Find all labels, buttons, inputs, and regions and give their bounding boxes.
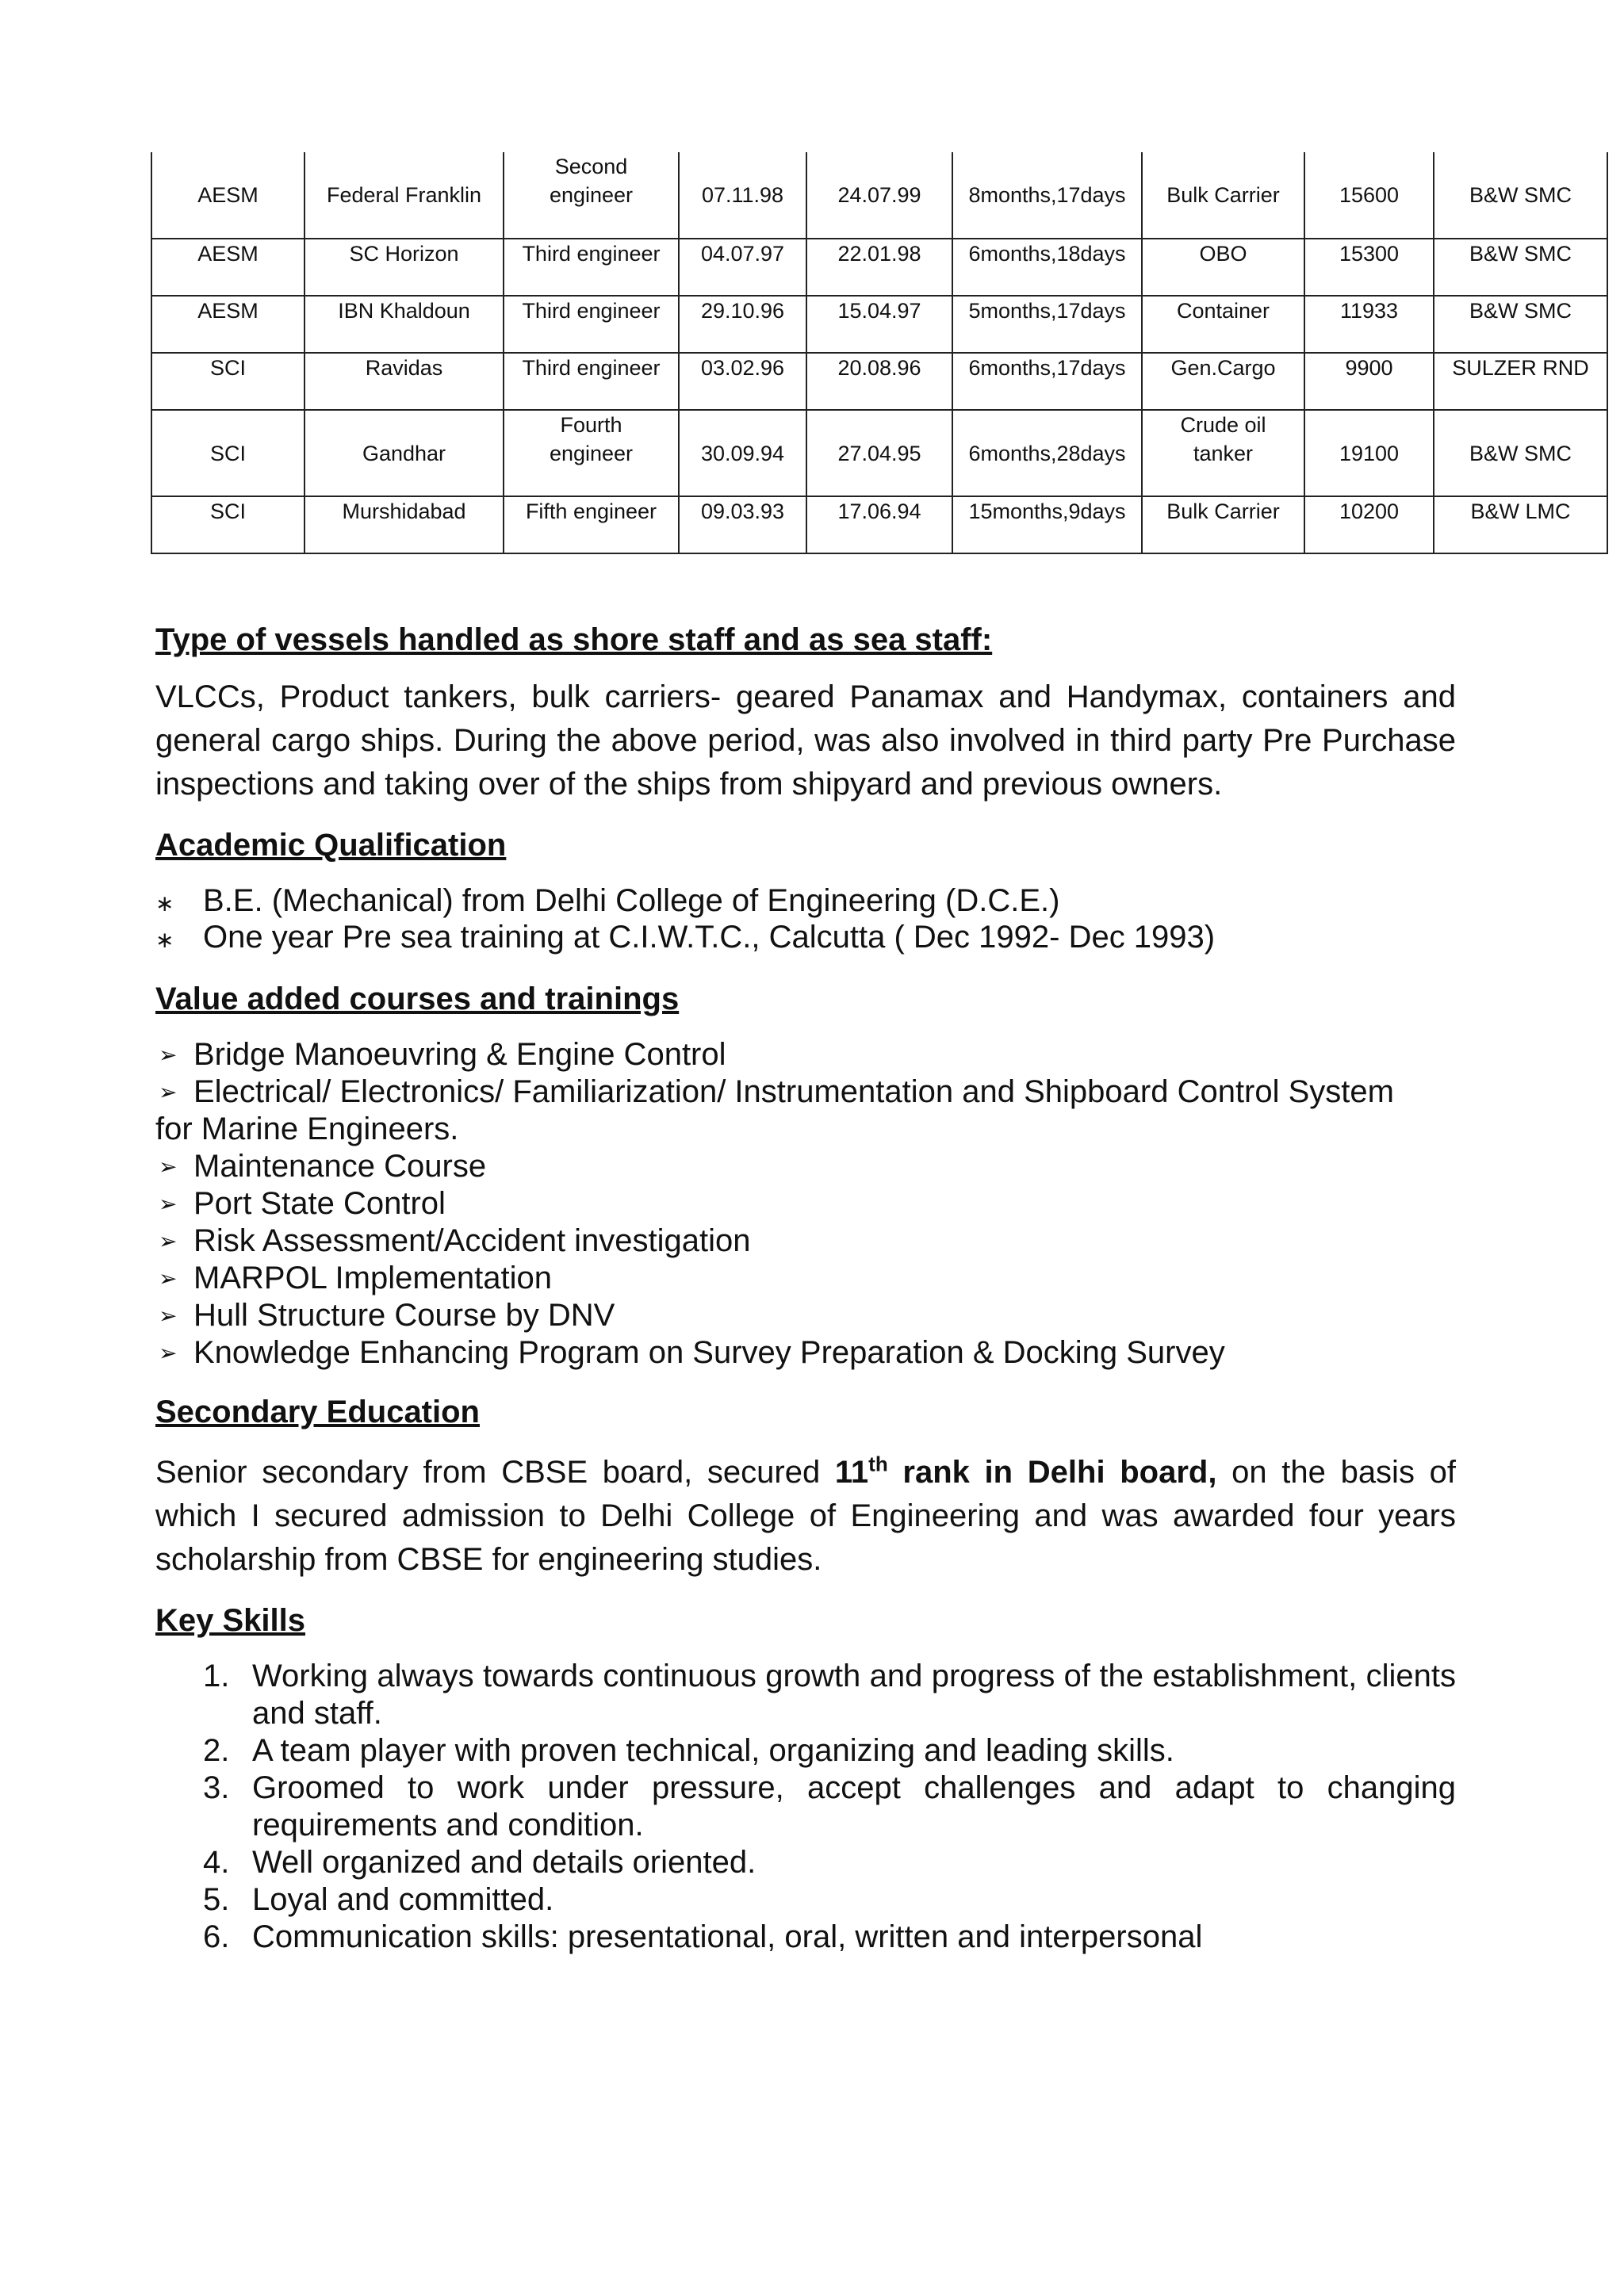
cell-text: SULZER RND — [1452, 356, 1589, 380]
arrow-bullet-icon: ➢ — [159, 1154, 178, 1179]
cell-text: Federal Franklin — [326, 183, 482, 207]
cell-text: Gandhar — [362, 442, 446, 465]
cell-text: 8months,17days — [968, 183, 1126, 207]
table-row — [151, 296, 1607, 353]
course-item: ➢ Bridge Manoeuvring & Engine Control — [159, 1037, 726, 1072]
cell-text: 15600 — [1339, 183, 1400, 207]
cell-text: tanker — [1193, 442, 1254, 465]
cell-text: 6months,28days — [968, 442, 1126, 465]
engine-cell — [1434, 410, 1607, 496]
cell-text: Gen.Cargo — [1170, 356, 1276, 380]
secondary-heading: Secondary Education — [155, 1395, 480, 1429]
cell-text: 15months,9days — [968, 499, 1126, 523]
cell-text: 19100 — [1339, 442, 1400, 465]
rank-cell — [504, 353, 679, 410]
grt-cell — [1304, 410, 1434, 496]
rank-cell — [504, 410, 679, 496]
ship-type-cell — [1142, 152, 1304, 239]
ship-type-cell — [1142, 296, 1304, 353]
cell-text: Crude oil — [1180, 413, 1266, 437]
to-date-cell — [806, 152, 952, 239]
table-row — [151, 410, 1607, 496]
vessel-cell — [304, 410, 504, 496]
table-row — [151, 239, 1607, 296]
vessels-heading: Type of vessels handled as shore staff and as sea staff: — [155, 622, 993, 657]
cell-text: 15300 — [1339, 242, 1400, 266]
asterisk-bullet-icon: ∗ — [155, 891, 174, 916]
arrow-bullet-icon: ➢ — [159, 1266, 178, 1291]
to-date-cell — [806, 496, 952, 553]
cell-text: SC Horizon — [349, 242, 459, 266]
skill-item: 2. A team player with proven technical, organizing and leading skills. — [203, 1733, 1174, 1768]
arrow-bullet-icon: ➢ — [159, 1192, 178, 1216]
cell-text: 04.07.97 — [700, 242, 785, 266]
company-cell — [151, 496, 304, 553]
ship-type-cell — [1142, 496, 1304, 553]
rank-cell — [504, 239, 679, 296]
course-item: ➢ Electrical/ Electronics/ Familiarization/ Instrumentation and Shipboard Control System for Marine Engineers. — [155, 1074, 1394, 1146]
to-date-cell — [806, 410, 952, 496]
duration-cell — [952, 152, 1142, 239]
cell-text: 17.06.94 — [837, 499, 921, 523]
vessel-cell — [304, 296, 504, 353]
cell-text: Second — [554, 155, 628, 178]
rank-cell — [504, 296, 679, 353]
cell-text: B&W SMC — [1469, 442, 1572, 465]
secondary-paragraph: Senior secondary from CBSE board, secured 11th rank in Delhi board, on the basis of which I secured admission to Delhi College of Engineering and was awarded four years scholarship from CBSE for engineering studies. — [155, 1452, 1456, 1577]
duration-cell — [952, 353, 1142, 410]
ship-type-cell — [1142, 353, 1304, 410]
cell-text: Container — [1176, 299, 1270, 323]
cell-text: SCI — [209, 356, 246, 380]
from-date-cell — [679, 353, 806, 410]
cell-text: IBN Khaldoun — [338, 299, 470, 323]
from-date-cell — [679, 239, 806, 296]
to-date-cell — [806, 239, 952, 296]
arrow-bullet-icon: ➢ — [159, 1043, 178, 1067]
duration-cell — [952, 296, 1142, 353]
ship-type-cell — [1142, 410, 1304, 496]
grt-cell — [1304, 239, 1434, 296]
course-item: ➢ Knowledge Enhancing Program on Survey Preparation & Docking Survey — [159, 1335, 1225, 1370]
cell-text: 03.02.96 — [700, 356, 785, 380]
cell-text: SCI — [209, 442, 246, 465]
cell-text: 24.07.99 — [837, 183, 921, 207]
company-cell — [151, 239, 304, 296]
asterisk-bullet-icon: ∗ — [155, 928, 174, 952]
cell-text: Third engineer — [522, 299, 661, 323]
academic-item: ∗ B.E. (Mechanical) from Delhi College of Engineering (D.C.E.) — [155, 882, 1456, 919]
cell-text: 09.03.93 — [700, 499, 785, 523]
skill-item: 4. Well organized and details oriented. — [203, 1845, 756, 1880]
academic-list — [155, 882, 1456, 955]
duration-cell — [952, 239, 1142, 296]
cell-text: 27.04.95 — [837, 442, 921, 465]
cell-text: 6months,17days — [968, 356, 1126, 380]
academic-item: ∗ One year Pre sea training at C.I.W.T.C., Calcutta ( Dec 1992- Dec 1993) — [155, 919, 1456, 955]
company-cell — [151, 410, 304, 496]
cell-text: Fourth — [560, 413, 622, 437]
cell-text: SCI — [209, 499, 246, 523]
course-item: ➢ Risk Assessment/Accident investigation — [159, 1223, 751, 1258]
arrow-bullet-icon: ➢ — [159, 1080, 178, 1104]
company-cell — [151, 152, 304, 239]
from-date-cell — [679, 410, 806, 496]
rank-cell — [504, 496, 679, 553]
cell-text: Third engineer — [522, 356, 661, 380]
cell-text: Bulk Carrier — [1166, 183, 1280, 207]
cell-text: 9900 — [1345, 356, 1393, 380]
course-item: ➢ MARPOL Implementation — [159, 1261, 553, 1295]
cell-text: AESM — [197, 183, 259, 207]
course-item: ➢ Maintenance Course — [159, 1149, 487, 1184]
course-item: ➢ Port State Control — [159, 1186, 446, 1221]
table-row — [151, 152, 1607, 239]
arrow-bullet-icon: ➢ — [159, 1229, 178, 1253]
skill-item: 1. Working always towards continuous growth and progress of the establishment, clients and staff. — [203, 1659, 1456, 1731]
from-date-cell — [679, 152, 806, 239]
cell-text: engineer — [549, 183, 634, 207]
engine-cell — [1434, 496, 1607, 553]
cell-text: OBO — [1199, 242, 1247, 266]
sea-service-table — [151, 152, 1608, 554]
cell-text: Ravidas — [365, 356, 443, 380]
cell-text: B&W SMC — [1469, 299, 1572, 323]
cell-text: Fifth engineer — [525, 499, 657, 523]
resume-content — [155, 618, 1456, 1956]
grt-cell — [1304, 296, 1434, 353]
skills-heading: Key Skills — [155, 1603, 306, 1638]
cell-text: B&W SMC — [1469, 242, 1572, 266]
cell-text: B&W SMC — [1469, 183, 1572, 207]
to-date-cell — [806, 353, 952, 410]
academic-heading: Academic Qualification — [155, 828, 507, 863]
ship-type-cell — [1142, 239, 1304, 296]
cell-text: engineer — [549, 442, 634, 465]
cell-text: 22.01.98 — [837, 242, 921, 266]
engine-cell — [1434, 353, 1607, 410]
cell-text: 20.08.96 — [837, 356, 921, 380]
vessel-cell — [304, 152, 504, 239]
cell-text: 07.11.98 — [701, 183, 784, 207]
company-cell — [151, 296, 304, 353]
table-row — [151, 353, 1607, 410]
vessels-paragraph: VLCCs, Product tankers, bulk carriers- geared Panamax and Handymax, containers and general cargo ships. During the above period, was also involved in third party Pre Purchase inspections and taking over of the ships from shipyard and previous owners. — [155, 679, 1456, 802]
skill-item: 5. Loyal and committed. — [203, 1882, 554, 1917]
engine-cell — [1434, 152, 1607, 239]
table-row — [151, 496, 1607, 553]
cell-text: Bulk Carrier — [1166, 499, 1280, 523]
cell-text: 6months,18days — [968, 242, 1126, 266]
course-item: ➢ Hull Structure Course by DNV — [159, 1298, 615, 1333]
grt-cell — [1304, 152, 1434, 239]
courses-list — [155, 1036, 1456, 1372]
cell-text: AESM — [197, 299, 259, 323]
cell-text: 29.10.96 — [700, 299, 785, 323]
cell-text: 10200 — [1339, 499, 1400, 523]
vessel-cell — [304, 239, 504, 296]
grt-cell — [1304, 496, 1434, 553]
cell-text: 30.09.94 — [700, 442, 785, 465]
cell-text: AESM — [197, 242, 259, 266]
skills-list — [155, 1658, 1456, 1956]
from-date-cell — [679, 296, 806, 353]
from-date-cell — [679, 496, 806, 553]
cell-text: Third engineer — [522, 242, 661, 266]
arrow-bullet-icon: ➢ — [159, 1341, 178, 1365]
arrow-bullet-icon: ➢ — [159, 1303, 178, 1328]
vessel-cell — [304, 353, 504, 410]
courses-heading: Value added courses and trainings — [155, 982, 680, 1016]
vessel-cell — [304, 496, 504, 553]
duration-cell — [952, 410, 1142, 496]
engine-cell — [1434, 239, 1607, 296]
cell-text: 15.04.97 — [837, 299, 921, 323]
cell-text: Murshidabad — [342, 499, 466, 523]
cell-text: 11933 — [1339, 299, 1399, 323]
duration-cell — [952, 496, 1142, 553]
cell-text: B&W LMC — [1470, 499, 1571, 523]
rank-cell — [504, 152, 679, 239]
grt-cell — [1304, 353, 1434, 410]
skill-item: 6. Communication skills: presentational, oral, written and interpersonal — [203, 1919, 1203, 1954]
cell-text: 5months,17days — [968, 299, 1126, 323]
to-date-cell — [806, 296, 952, 353]
company-cell — [151, 353, 304, 410]
engine-cell — [1434, 296, 1607, 353]
skill-item: 3. Groomed to work under pressure, accept challenges and adapt to changing requirements and condition. — [203, 1770, 1456, 1843]
